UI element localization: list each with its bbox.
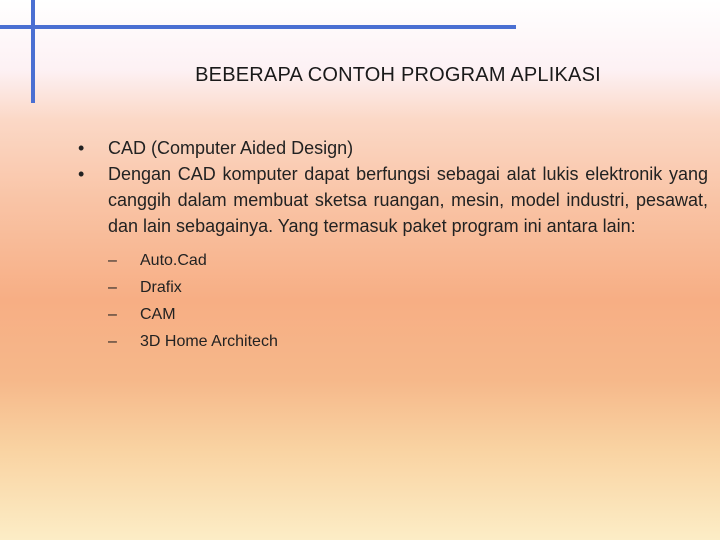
bullet-marker: •: [78, 164, 85, 184]
dash-marker: –: [108, 279, 117, 296]
bullet-item: [78, 135, 708, 161]
bullet-text-description: Dengan CAD komputer dapat berfungsi sebagai alat lukis elektronik yang canggih dalam membuat sketsa ruangan, mesin, model industri, pesawat, dan lain sebagainya. Yang termasuk paket program ini antara lain:: [108, 164, 708, 236]
sub-list-item: [108, 328, 708, 355]
bullet-marker: •: [78, 138, 85, 158]
sub-list: [78, 247, 708, 355]
dash-marker: –: [108, 252, 117, 269]
decorative-horizontal-line: [0, 25, 516, 29]
sub-item-text: CAM: [140, 306, 176, 323]
sub-list-item: [108, 274, 708, 301]
slide-title: BEBERAPA CONTOH PROGRAM APLIKASI: [195, 64, 601, 86]
sub-item-text: Auto.Cad: [140, 252, 207, 269]
dash-marker: –: [108, 306, 117, 323]
sub-item-text: Drafix: [140, 279, 182, 296]
sub-list-item: [108, 301, 708, 328]
sub-item-text: 3D Home Architech: [140, 333, 278, 350]
sub-list-item: [108, 247, 708, 274]
slide-content: [78, 135, 708, 355]
bullet-text-cad: CAD (Computer Aided Design): [108, 138, 354, 158]
bullet-item: [78, 161, 708, 239]
decorative-vertical-line: [31, 0, 35, 103]
dash-marker: –: [108, 333, 117, 350]
